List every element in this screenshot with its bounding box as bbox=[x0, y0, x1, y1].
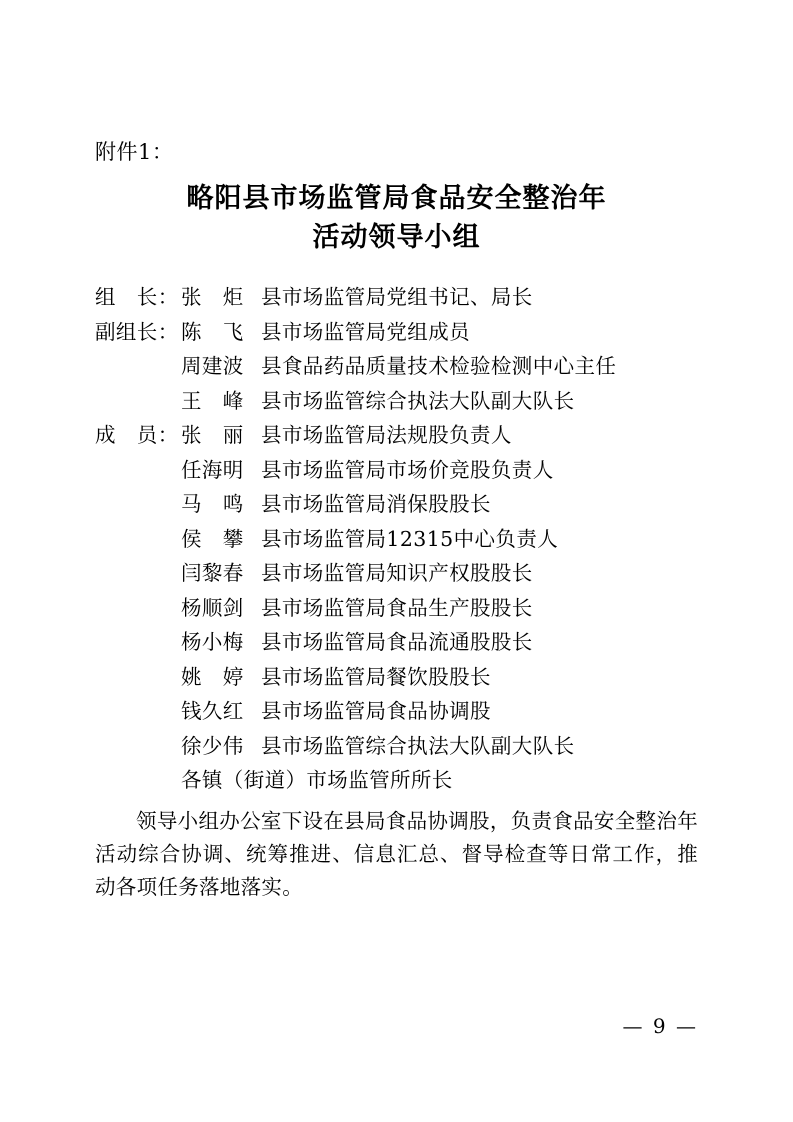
roster-person: 徐少伟 bbox=[181, 733, 244, 758]
roster-title: 县市场监管局法规股负责人 bbox=[261, 423, 512, 448]
roster-row bbox=[95, 595, 698, 620]
roster-title: 县市场监管局消保股股长 bbox=[261, 492, 491, 517]
roster-role: 组 长： bbox=[95, 285, 179, 310]
roster-title: 县市场监管局知识产权股股长 bbox=[261, 561, 533, 586]
roster-row bbox=[95, 425, 698, 446]
roster-title: 县市场监管局食品流通股股长 bbox=[261, 630, 533, 655]
roster-row bbox=[95, 388, 698, 413]
roster-row bbox=[95, 287, 698, 308]
roster-row bbox=[95, 319, 698, 344]
roster-row bbox=[95, 356, 698, 377]
roster-title: 县市场监管局食品生产股股长 bbox=[261, 595, 533, 620]
roster-title: 县市场监管局12315中心负责人 bbox=[261, 526, 559, 551]
roster-row bbox=[95, 701, 698, 722]
roster-title: 县市场监管局餐饮股股长 bbox=[261, 664, 491, 689]
page-number: — 9 — bbox=[622, 1014, 698, 1038]
roster-person: 陈 飞 bbox=[181, 319, 244, 344]
roster-person: 张 丽 bbox=[181, 423, 244, 448]
roster-title: 县市场监管局党组书记、局长 bbox=[261, 285, 533, 310]
roster-person: 周建波 bbox=[181, 354, 244, 379]
roster-person: 杨顺剑 bbox=[181, 595, 244, 620]
roster-role: 成 员： bbox=[95, 423, 179, 448]
closing-paragraph: 领导小组办公室下设在县局食品协调股，负责食品安全整治年活动综合协调、统筹推进、信息汇总、督导检查等日常工作，推动各项任务落地落实。 bbox=[95, 808, 698, 900]
roster-title: 县市场监管局食品协调股 bbox=[261, 699, 491, 724]
page-title bbox=[119, 179, 674, 257]
roster-row bbox=[95, 563, 698, 584]
roster-row bbox=[95, 632, 698, 653]
roster-row bbox=[95, 664, 698, 689]
roster-title: 县食品药品质量技术检验检测中心主任 bbox=[261, 354, 617, 379]
roster-row bbox=[95, 733, 698, 758]
roster-title: 县市场监管局党组成员 bbox=[261, 319, 470, 344]
roster-role: 副组长： bbox=[95, 319, 179, 344]
roster-person: 钱久红 bbox=[181, 699, 244, 724]
roster-person: 各镇（街道） bbox=[181, 768, 307, 793]
roster-title: 县市场监管局市场价竞股负责人 bbox=[261, 457, 554, 482]
roster-person: 侯 攀 bbox=[181, 526, 244, 551]
roster-row bbox=[95, 457, 698, 482]
roster-title: 县市场监管综合执法大队副大队长 bbox=[261, 388, 575, 413]
page-title-line-2: 活动领导小组 bbox=[312, 222, 481, 254]
roster-title: 县市场监管综合执法大队副大队长 bbox=[261, 733, 575, 758]
roster-title: 市场监管所所长 bbox=[306, 768, 453, 793]
roster-person: 马 鸣 bbox=[181, 492, 244, 517]
roster-person: 闫黎春 bbox=[181, 561, 244, 586]
roster-person: 任海明 bbox=[181, 457, 244, 482]
roster-row bbox=[95, 526, 698, 551]
roster-row bbox=[95, 770, 698, 791]
roster-person: 姚 婷 bbox=[181, 664, 244, 689]
roster-row bbox=[95, 494, 698, 515]
roster-person: 张 炬 bbox=[181, 285, 244, 310]
roster-person: 王 峰 bbox=[181, 388, 244, 413]
roster-list bbox=[95, 287, 698, 791]
attachment-label: 附件1： bbox=[95, 140, 174, 164]
page-title-line-1: 略阳县市场监管局食品安全整治年 bbox=[186, 183, 607, 215]
roster-person: 杨小梅 bbox=[181, 630, 244, 655]
